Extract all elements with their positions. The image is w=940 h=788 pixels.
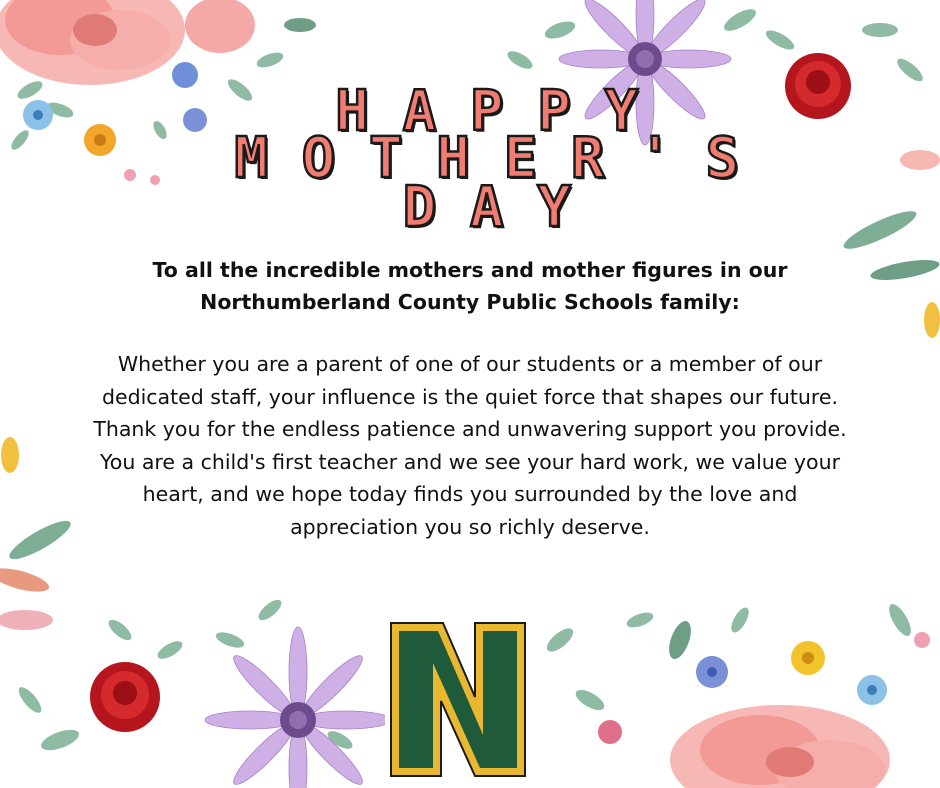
peony-top-left-icon: [0, 0, 255, 85]
title-mothers: MOTHER'S: [234, 126, 773, 191]
message-line: appreciation you so richly deserve.: [290, 514, 650, 539]
intro-text: [110, 254, 830, 318]
message-line: heart, and we hope today finds you surrounded by the love and: [142, 482, 798, 506]
title-day: DAY: [402, 175, 605, 240]
message-line: Whether you are a parent of one of our students or a member of our: [117, 352, 823, 376]
peony-bottom-right-icon: [670, 705, 890, 788]
message-line: dedicated staff, your influence is the quiet force that shapes our future.: [101, 384, 839, 409]
daisy-bottom-icon: [205, 627, 391, 788]
rose-bottom-left-icon: [90, 662, 160, 732]
message-line: You are a child's first teacher and we see your hard work, we value your: [99, 449, 840, 474]
message-line: Thank you for the endless patience and unwavering support you provide.: [93, 417, 847, 441]
school-logo-icon: [385, 617, 531, 782]
title-happy: HAPPY: [335, 79, 672, 144]
message-text: [40, 348, 900, 543]
intro-line: To all the incredible mothers and mother figures in our: [152, 258, 788, 282]
intro-line: Northumberland County Public Schools family:: [200, 290, 740, 314]
